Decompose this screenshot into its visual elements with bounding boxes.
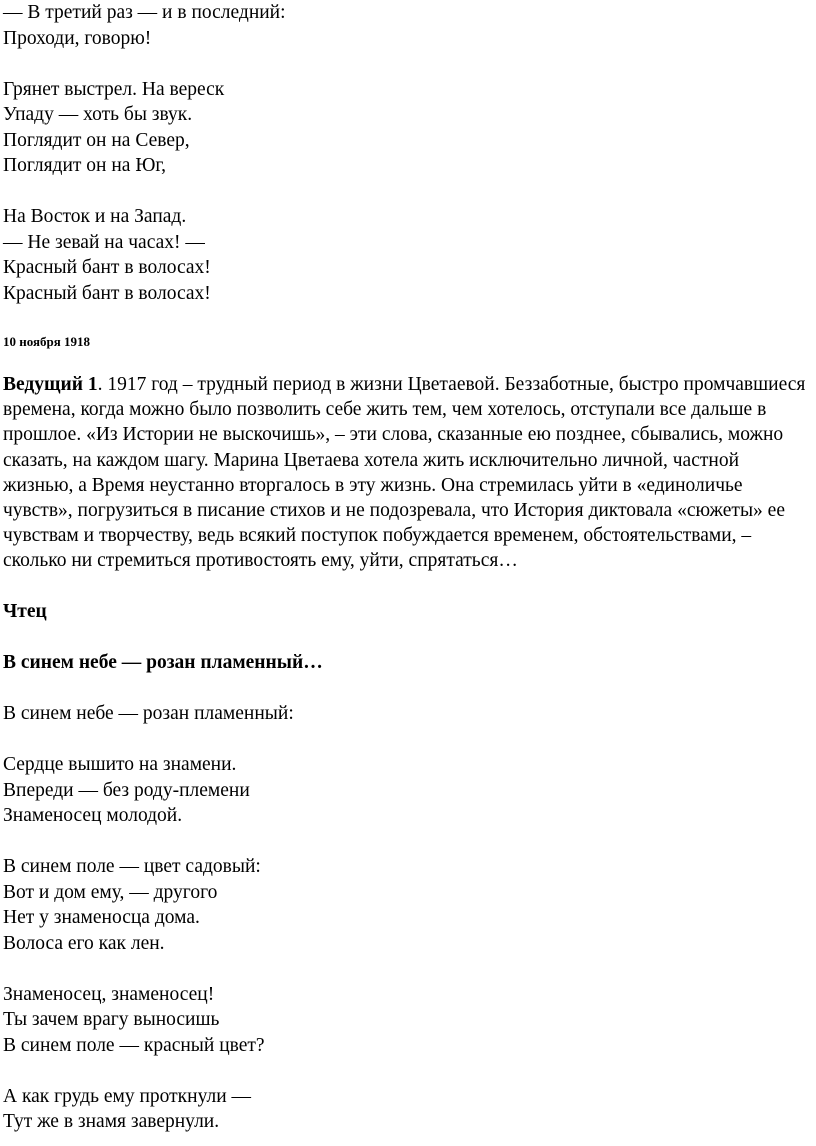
- poem-line: Знаменосец, знаменосец!: [3, 983, 215, 1005]
- narration-paragraph: [3, 372, 813, 574]
- poem-line: Красный бант в волосах!: [3, 257, 211, 278]
- poem-line: Упаду — хоть бы звук.: [3, 104, 193, 125]
- poem-line: — В третий раз — и в последний:: [3, 2, 286, 23]
- poem-date: 10 ноября 1918: [3, 334, 91, 349]
- poem-line: Нет у знаменосца дома.: [3, 907, 200, 929]
- poem2-stanza-d: [3, 982, 816, 1059]
- poem-line: Вот и дом ему, — другого: [3, 881, 218, 903]
- poem-line: В синем небе — розан пламенный:: [3, 703, 294, 725]
- poem-line: Проходи, говорю!: [3, 27, 152, 49]
- poem1-stanza-b: [3, 77, 816, 179]
- poem-line: На Восток и на Запад.: [3, 206, 187, 227]
- poem2-stanza-e: [3, 1084, 816, 1135]
- poem-line: Сердце вышито на знамени.: [3, 754, 237, 776]
- poem-line: Поглядит он на Юг,: [3, 155, 167, 176]
- poem-line: Тут же в знамя завернули.: [3, 1111, 220, 1133]
- poem2-stanza-b: [3, 752, 816, 829]
- poem-line: А как грудь ему проткнули —: [3, 1085, 252, 1107]
- speaker-label: Ведущий 1: [3, 374, 98, 395]
- poem-line: Ты зачем врагу выносишь: [3, 1009, 220, 1031]
- poem-line: Впереди — без роду-племени: [3, 779, 250, 801]
- poem-line: — Не зевай на часах! —: [3, 231, 205, 253]
- poem-line: Красный бант в волосах!: [3, 282, 211, 304]
- poem-line: Поглядит он на Север,: [3, 129, 190, 151]
- poem-line: В синем поле — красный цвет?: [3, 1034, 265, 1056]
- narration-text: . 1917 год – трудный период в жизни Цветаевой. Беззаботные, быстро промчавшиеся времена, когда можно было позволить себе жить тем, чем хотелось, отступали все дальше в прошлое. «Из Истории не выскочишь», – эти слова, сказанные ею позднее, сбывались, можно сказать, на каждом шагу. Марина Цветаева хотела жить исключительно личной, частной жизнью, а Время неустанно вторгалось в эту жизнь. Она стремилась уйти в «единоличье чувств», погрузиться в писание стихов и не подозревала, что История диктовала «сюжеты» ее чувствам и творчеству, ведь всякий поступок побуждается временем, обстоятельствами, – сколько ни стремиться противостоять ему, уйти, спрятаться…: [3, 374, 806, 572]
- poem-line: В синем поле — цвет садовый:: [3, 856, 261, 878]
- poem1-stanza-c: [3, 204, 816, 306]
- poem2-stanza-c: [3, 854, 816, 956]
- poem2-stanza-a: [3, 701, 816, 727]
- poem1-stanza-a: [3, 0, 816, 51]
- poem-line: Грянет выстрел. На вереск: [3, 78, 225, 100]
- poem-line: Знаменосец молодой.: [3, 805, 183, 827]
- poem-line: Волоса его как лен.: [3, 932, 165, 954]
- poem-title: В синем небе — розан пламенный…: [3, 652, 323, 674]
- reader-label: Чтец: [3, 601, 47, 623]
